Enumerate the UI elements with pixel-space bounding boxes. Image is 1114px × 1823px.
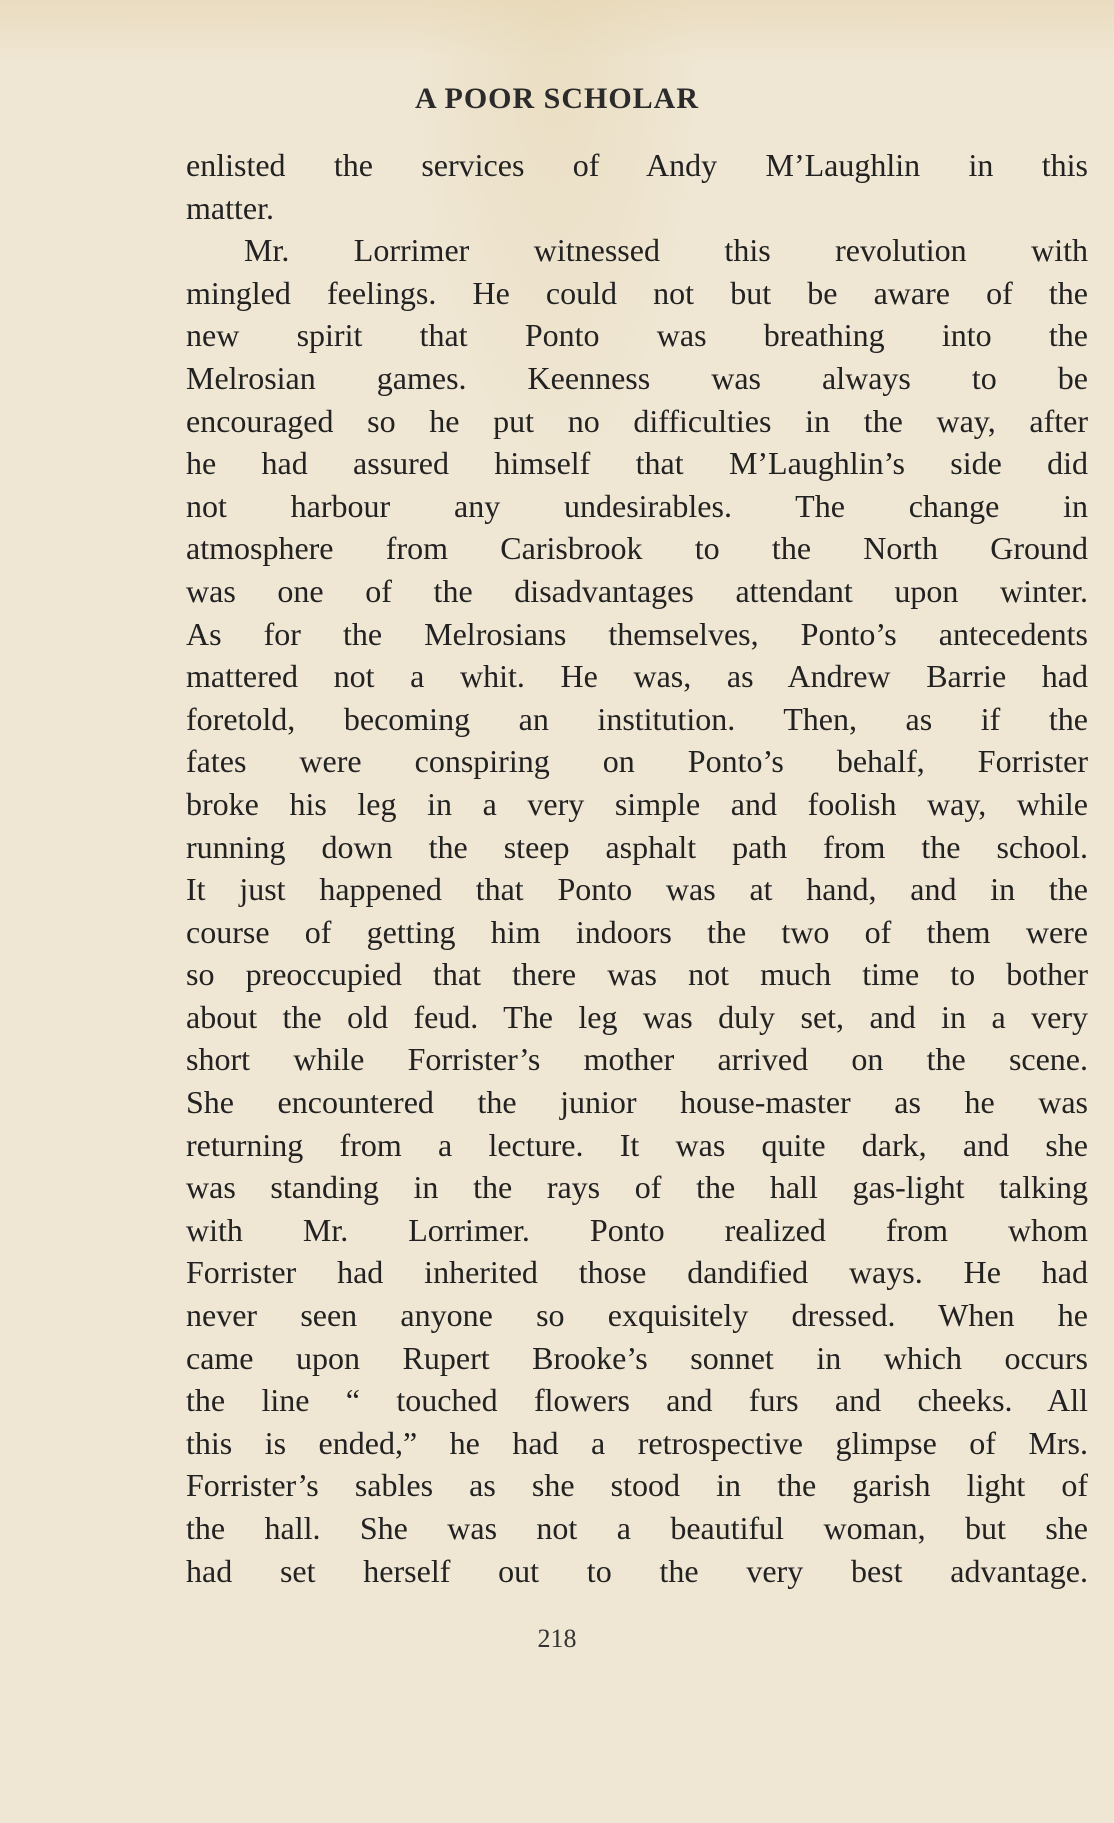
text-line: short while Forrister’s mother arrived on the scene.: [186, 1041, 1088, 1078]
text-line: so preoccupied that there was not much time to bother: [186, 956, 1088, 993]
text-line: came upon Rupert Brooke’s sonnet in which occurs: [186, 1339, 1088, 1376]
text-line: with Mr. Lorrimer. Ponto realized from whom: [186, 1211, 1088, 1248]
text-line: She encountered the junior house-master as he was: [186, 1084, 1088, 1121]
text-line: returning from a lecture. It was quite dark, and she: [186, 1126, 1088, 1163]
text-line: mingled feelings. He could not but be aware of the: [186, 274, 1088, 311]
text-line: the hall. She was not a beautiful woman, but she: [186, 1510, 1088, 1546]
body-text: [186, 144, 1088, 1592]
text-line: Forrister’s sables as she stood in the garish light of: [186, 1467, 1088, 1504]
text-line: broke his leg in a very simple and foolish way, while: [186, 785, 1088, 822]
text-line: running down the steep asphalt path from the school.: [186, 828, 1088, 865]
text-line: was standing in the rays of the hall gas-light talking: [186, 1169, 1088, 1206]
text-line: had set herself out to the very best advantage.: [186, 1552, 1088, 1589]
text-line: never seen anyone so exquisitely dressed. When he: [186, 1297, 1088, 1334]
text-line: new spirit that Ponto was breathing into the: [186, 317, 1088, 354]
text-line: not harbour any undesirables. The change in: [186, 487, 1088, 524]
text-line: matter.: [186, 189, 274, 226]
text-line: was one of the disadvantages attendant upon winter.: [186, 572, 1088, 609]
page-number: 218: [537, 1624, 577, 1653]
text-line: It just happened that Ponto was at hand, and in the: [186, 871, 1088, 908]
text-line: the line “ touched flowers and furs and cheeks. All: [186, 1382, 1088, 1419]
text-line: atmosphere from Carisbrook to the North Ground: [186, 530, 1088, 567]
text-line: this is ended,” he had a retrospective glimpse of Mrs.: [186, 1424, 1088, 1461]
text-line: about the old feud. The leg was duly set, and in a very: [186, 998, 1088, 1035]
text-line: As for the Melrosians themselves, Ponto’s antecedents: [186, 615, 1088, 652]
text-line: course of getting him indoors the two of them were: [186, 913, 1088, 950]
text-line: he had assured himself that M’Laughlin’s side did: [186, 445, 1088, 482]
text-line: Forrister had inherited those dandified ways. He had: [186, 1254, 1088, 1291]
text-line: Mr. Lorrimer witnessed this revolution with: [244, 232, 1088, 269]
text-line: enlisted the services of Andy M’Laughlin in this: [186, 147, 1088, 183]
text-line: mattered not a whit. He was, as Andrew Barrie had: [186, 658, 1088, 695]
running-head: A POOR SCHOLAR: [414, 82, 700, 115]
text-line: Melrosian games. Keenness was always to be: [186, 359, 1088, 396]
text-line: fates were conspiring on Ponto’s behalf, Forrister: [186, 743, 1088, 780]
text-line: foretold, becoming an institution. Then, as if the: [186, 700, 1088, 737]
text-line: encouraged so he put no difficulties in the way, after: [186, 402, 1088, 439]
